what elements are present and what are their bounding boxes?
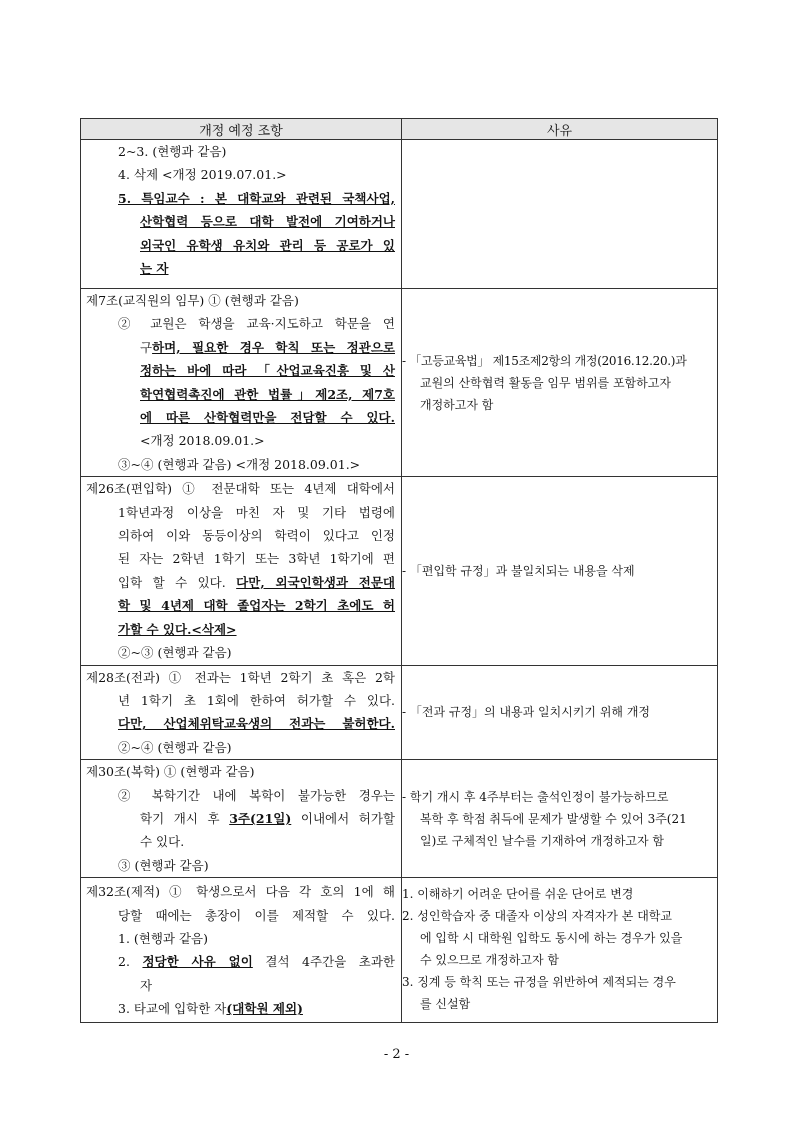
text-span: 3주(21일) <box>229 810 292 826</box>
text-line: 복학 후 학점 취득에 문제가 발생할 수 있어 3주(21 <box>420 811 687 826</box>
text-line: 제7조(교직원의 임무) ① (현행과 같음) <box>86 293 299 308</box>
text-span: 입학 할 수 있다. <box>118 574 237 590</box>
article-cell <box>81 760 402 878</box>
text-line: 1학년과정 이상을 마친 자 및 기타 법령에 <box>118 504 395 520</box>
reason-cell <box>402 140 718 289</box>
text-span: 다만, 외국인학생과 전문대 <box>236 574 395 590</box>
text-span: 하며, 필요한 경우 학칙 또는 정관으로 <box>152 339 395 355</box>
text-line: 년 1학기 초 1회에 한하여 허가할 수 있다. <box>118 692 395 708</box>
text-line: ② 교원은 학생을 교육·지도하고 학문을 연 <box>118 316 395 332</box>
text-line: 제28조(전과) ① 전과는 1학년 2학기 초 혹은 2학 <box>86 669 395 685</box>
text-line: - 「편입학 규정」과 불일치되는 내용을 삭제 <box>402 563 635 578</box>
text-span: (대학원 제외) <box>226 1001 303 1017</box>
header-article: 개정 예정 조항 <box>81 119 402 140</box>
table-row <box>81 140 718 289</box>
text-line: 제30조(복학) ① (현행과 같음) <box>86 764 255 780</box>
table-row <box>81 665 718 760</box>
text-span: 결석 4주간을 초과한 <box>252 954 395 970</box>
text-line <box>81 336 401 359</box>
table-row <box>81 477 718 665</box>
text-line: 를 신설함 <box>420 997 471 1012</box>
table-row <box>81 760 718 878</box>
table-row <box>81 289 718 477</box>
reason-cell <box>402 289 718 477</box>
text-line: 학연협력촉진에 관한 법률」제2조, 제7호 <box>140 386 395 402</box>
header-reason: 사유 <box>402 119 718 140</box>
text-line: ③~④ (현행과 같음) <개정 2018.09.01.> <box>118 456 361 472</box>
reason-cell <box>402 477 718 665</box>
text-line: 1. 이해하기 어려운 단어를 쉬운 단어로 변경 <box>402 887 634 902</box>
text-span: 학기 개시 후 <box>140 810 230 826</box>
text-line: 에 따른 산학협력만을 전담할 수 있다. <box>140 410 395 426</box>
text-line: 가할 수 있다.<삭제> <box>118 621 237 637</box>
text-line: - 학기 개시 후 4주부터는 출석인정이 불가능하므로 <box>402 789 669 804</box>
text-line: 외국인 유학생 유치와 관리 등 공로가 있 <box>140 237 395 253</box>
text-line <box>81 807 401 830</box>
text-line: 에 입학 시 대학원 입학도 동시에 하는 경우가 있을 <box>420 931 683 946</box>
text-line <box>81 997 401 1020</box>
table-header-row <box>81 119 718 140</box>
text-line: 2. 성인학습자 중 대졸자 이상의 자격자가 본 대학교 <box>402 909 672 924</box>
text-line: 수 있으므로 개정하고자 함 <box>420 953 559 968</box>
article-cell <box>81 477 402 665</box>
text-line: 수 있다. <box>140 834 185 850</box>
text-line: <개정 2018.09.01.> <box>140 433 265 449</box>
text-line <box>81 571 401 594</box>
text-line: 1. (현행과 같음) <box>118 930 209 946</box>
text-line: 된 자는 2학년 1학기 또는 3학년 1학기에 편 <box>118 551 395 567</box>
text-line: 제32조(제적) ① 학생으로서 다음 각 호의 1에 해 <box>86 884 395 900</box>
text-line: - 「전과 규정」의 내용과 일치시키기 위해 개정 <box>402 705 651 720</box>
text-line <box>81 950 401 973</box>
reason-cell <box>402 878 718 1023</box>
text-line: ③ (현행과 같음) <box>118 857 209 873</box>
text-span: 정당한 사유 없이 <box>142 954 253 970</box>
article-cell <box>81 878 402 1023</box>
reason-cell <box>402 760 718 878</box>
text-span: 이내에서 허가할 <box>291 810 395 826</box>
text-line: 일)로 구체적인 날수를 기재하여 개정하고자 함 <box>420 833 665 848</box>
text-line: 개정하고자 함 <box>420 397 494 412</box>
text-line: 제26조(편입학) ① 전문대학 또는 4년제 대학에서 <box>86 481 395 497</box>
text-line: 3. 징계 등 학칙 또는 규정을 위반하여 제적되는 경우 <box>402 975 676 990</box>
text-line: ②~③ (현행과 같음) <box>118 645 232 661</box>
text-line: 당할 때에는 총장이 이를 제적할 수 있다. <box>118 907 395 923</box>
reason-cell <box>402 665 718 760</box>
text-span: 3. 타교에 입학한 자 <box>118 1001 227 1017</box>
text-span: 구 <box>140 339 153 355</box>
text-line: 5. 특임교수 : 본 대학교와 관련된 국책사업, <box>118 190 395 206</box>
text-line: ②~④ (현행과 같음) <box>118 739 232 755</box>
text-line: 자 <box>140 977 153 993</box>
text-line: 교원의 산학협력 활동을 임무 범위를 포함하고자 <box>420 375 671 390</box>
text-line: 정하는 바에 따라 「산업교육진흥 및 산 <box>140 363 395 379</box>
text-line: 2~3. (현행과 같음) <box>118 144 227 159</box>
text-line: - 「고등교육법」 제15조제2항의 개정(2016.12.20.)과 <box>402 353 687 368</box>
text-line: 학 및 4년제 대학 졸업자는 2학기 초에도 허 <box>118 598 395 614</box>
article-cell <box>81 140 402 289</box>
text-line: 다만, 산업체위탁교육생의 전과는 불허한다. <box>118 716 395 732</box>
revision-table <box>80 118 718 1023</box>
article-cell <box>81 665 402 760</box>
text-line: 산학협력 등으로 대학 발전에 기여하거나 <box>140 214 395 230</box>
text-line: ② 복학기간 내에 복학이 불가능한 경우는 <box>118 787 395 803</box>
text-line: 는 자 <box>140 261 169 277</box>
text-line: 4. 삭제 <개정 2019.07.01.> <box>118 167 287 183</box>
text-span: 2. <box>118 954 143 970</box>
article-cell <box>81 289 402 477</box>
text-line: 의하여 이와 동등이상의 학력이 있다고 인정 <box>118 528 395 544</box>
page-number: - 2 - <box>383 1047 410 1062</box>
table-row <box>81 878 718 1023</box>
